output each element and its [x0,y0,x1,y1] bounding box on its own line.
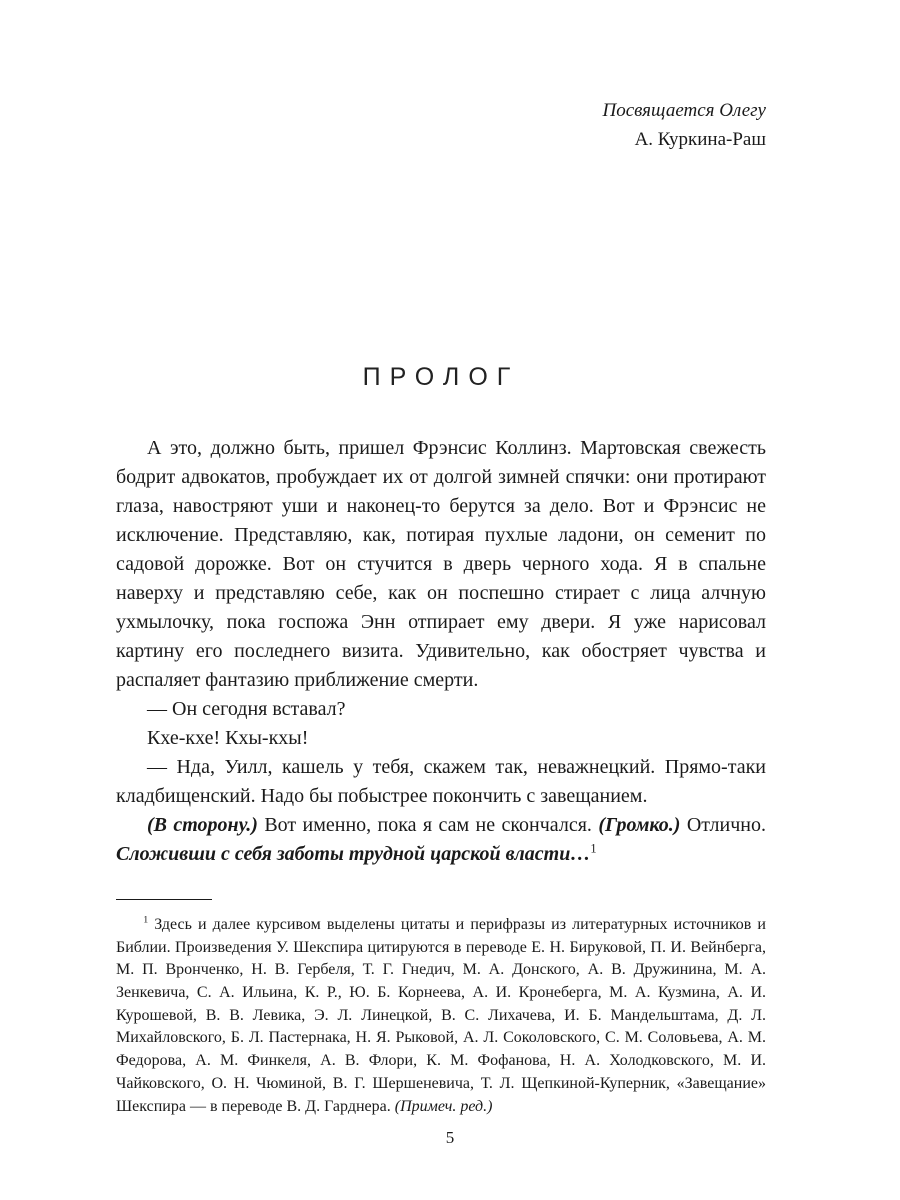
shakespeare-quote: Сложивши с себя заботы трудной царской власти… [116,842,591,865]
paragraph-5 [116,811,766,869]
dedication [116,96,766,155]
chapter-title: ПРОЛОГ [362,362,520,391]
editor-note: (Примеч. ред.) [394,1097,493,1115]
paragraph-4-dialogue: — Нда, Уилл, кашель у тебя, скажем так, неважнецкий. Прямо-таки кладбищенский. Надо бы побыстрее покончить с завещанием. [116,755,766,807]
stage-direction-aside: (В сторону.) [147,813,258,836]
footnote-marker: 1 [143,914,149,926]
footnote-body: Здесь и далее курсивом выделены цитаты и перифразы из литературных источников и Библии. Произведения У. Шекспира цитируются в переводе Е. Н. Бируковой, П. И. Вейнберга, М. П. Вронченко, Н. В. Гербеля, Т. Г. Гнедич, М. А. Донского, А. В. Дружинина, М. А. Зенкевича, С. А. Ильина, К. Р., Ю. Б. Корнеева, А. И. Кронеберга, М. А. Кузмина, А. И. Курошевой, В. В. Левика, Э. Л. Линецкой, В. С. Лихачева, И. Б. Мандельштама, Д. Л. Михайловского, Б. Л. Пастернака, Н. Я. Рыковой, А. Л. Соколовского, С. М. Соловьева, А. М. Федорова, А. М. Финкеля, А. В. Флори, К. М. Фофанова, Н. А. Холодковского, М. И. Чайковского, О. Н. Чюминой, В. Г. Шершеневича, Т. Л. Щепкиной-Куперник, «Завещание» Шекспира — в переводе В. Д. Гарднера. [116,915,766,1115]
dedication-line-1: Посвящается Олегу [602,100,766,121]
footnote-divider [116,899,212,900]
paragraph-2-dialogue: — Он сегодня вставал? [147,697,346,720]
page-number: 5 [445,1128,455,1147]
paragraph-3-dialogue: Кхе-кхе! Кхы-кхы! [147,726,309,749]
footnote-block [116,899,766,1118]
stage-direction-aloud: (Громко.) [598,813,681,836]
paragraph-5-text-2: Отлично. [680,813,766,836]
paragraph-1: А это, должно быть, пришел Фрэнсис Коллинз. Мартовская свежесть бодрит адвокатов, пробуждает их от долгой зимней спячки: они протирают глаза, навостряют уши и наконец-то берутся за дело. Вот и Фрэнсис не исключение. Представляю, как, потирая пухлые ладони, он семенит по садовой дорожке. Вот он стучится в дверь черного хода. Я в спальне наверху и представляю себе, как он поспешно стирает с лица алчную ухмылочку, пока госпожа Энн отпирает ему двери. Я уже нарисовал картину его последнего визита. Удивительно, как обостряет чувства и распаляет фантазию приближение смерти. [116,436,766,691]
body-text [116,434,766,869]
text-column [116,0,766,1118]
paragraph-5-text-1: Вот именно, пока я сам не скончался. [257,813,599,836]
dedication-line-2: А. Куркина-Раш [634,129,766,151]
footnote-text [116,914,766,1118]
footnote-reference: 1 [590,841,597,856]
